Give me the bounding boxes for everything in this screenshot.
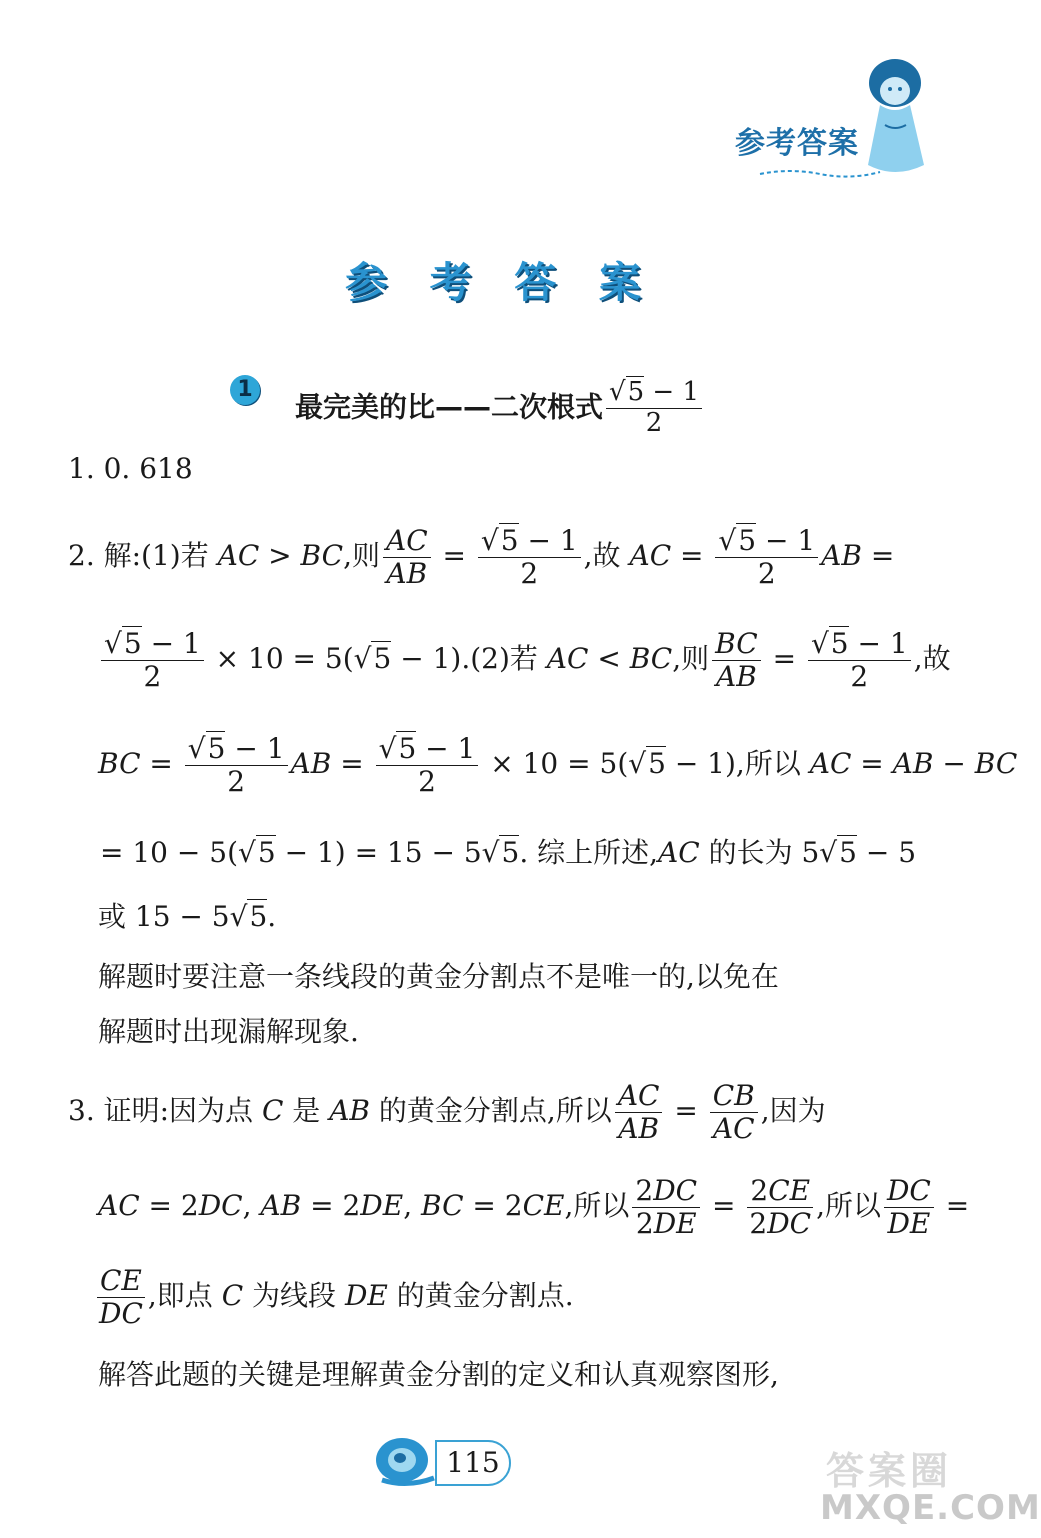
- page-title: 参 考 答 案: [345, 258, 655, 307]
- watermark-text: MXQE.COM: [820, 1488, 1041, 1528]
- answer-2-note-1: 解题时要注意一条线段的黄金分割点不是唯一的,以免在: [98, 960, 779, 993]
- answer-3-note: 解答此题的关键是理解黄金分割的定义和认真观察图形,: [98, 1358, 779, 1391]
- section-title-text: 最完美的比——二次根式: [295, 390, 604, 424]
- page-number: 115: [435, 1440, 511, 1486]
- section-title: [295, 378, 705, 439]
- answer-2-line-4: = 10 − 5(√5 − 1) = 15 − 5√5. 综上所述,AC 的长为 5√5 − 5: [100, 836, 917, 869]
- answer-2-line-3: BC = $\frac{√5 - 1}{2}$ AB = $\frac{√5 - 1}{2}$ × 10 = 5(√5 − 1),所以 AC = AB − BC: [98, 732, 1018, 799]
- answer-3-line-2: AC = 2DC, AB = 2DE, BC = 2CE,所以 $\frac{2DC}{2DE}$ = $\frac{2CE}{2DC}$ ,所以 $\frac{DC}{DE}$ =: [98, 1174, 970, 1241]
- header-label: 参考答案: [735, 126, 859, 161]
- header-divider: [760, 162, 880, 182]
- answer-3-line-1: 3. 证明:因为点 C 是 AB 的黄金分割点,所以 $\frac{AC}{AB}$ = $\frac{CB}{AC}$ ,因为: [68, 1079, 826, 1146]
- watermark-logo: 答案圈: [826, 1449, 953, 1493]
- answer-2-line-1: 2. 解:(1)若 AC > BC,则 $\frac{AC}{AB}$ = $\frac{√5 - 1}{2}$ ,故 AC = $\frac{√5 - 1}{2}$ AB =: [68, 524, 895, 591]
- answer-3-line-3: $\frac{CE}{DC}$ ,即点 C 为线段 DE 的黄金分割点.: [99, 1264, 574, 1331]
- answer-2-line-2: $\frac{√5 - 1}{2}$ × 10 = 5(√5 − 1).(2)若 AC < BC,则 $\frac{BC}{AB}$ = $\frac{√5 - 1}{2}$ ,故: [98, 628, 951, 693]
- answer-1: 1. 0. 618: [68, 452, 193, 485]
- section-number-badge: 1: [230, 375, 260, 405]
- snail-icon: [372, 1420, 442, 1490]
- answer-2-line-5: 或 15 − 5√5.: [98, 900, 277, 933]
- section-title-fraction: $\frac{√5 - 1}{2}$: [606, 378, 702, 439]
- answer-2-note-2: 解题时出现漏解现象.: [98, 1015, 359, 1048]
